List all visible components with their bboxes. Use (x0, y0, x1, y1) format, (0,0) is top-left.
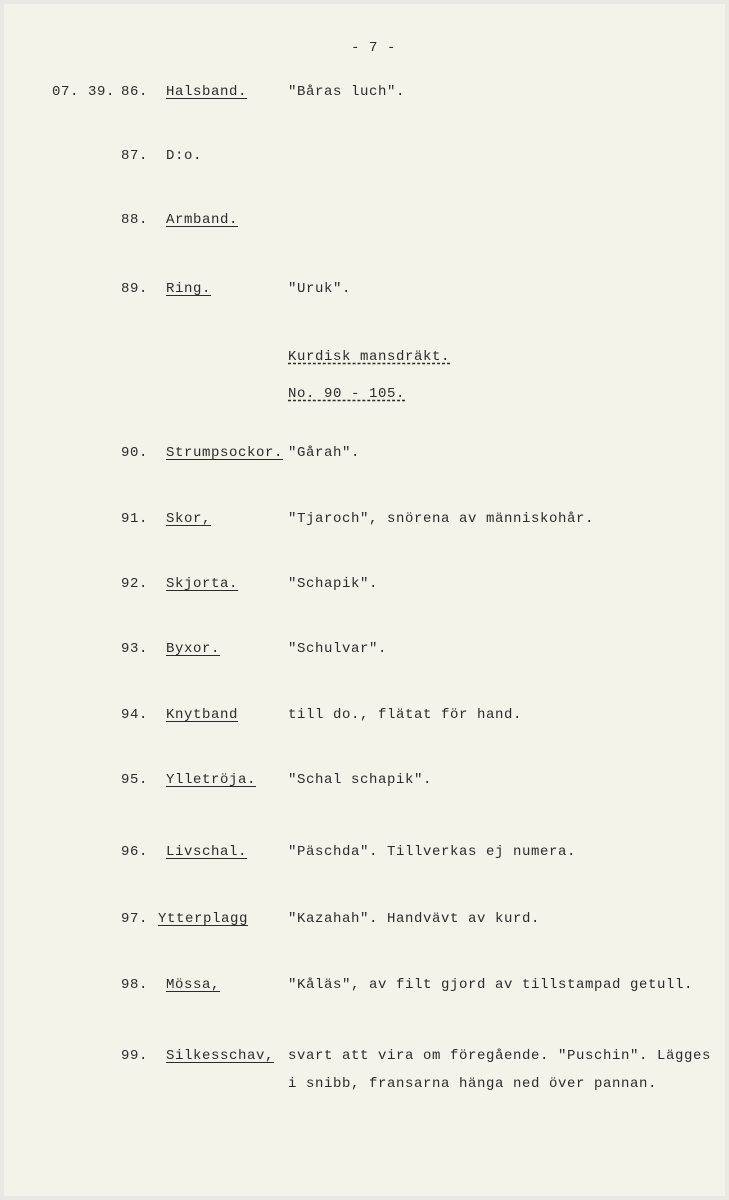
entry-number: 97. (121, 911, 149, 927)
entry-number: 99. (121, 1048, 149, 1064)
entry-description: "Kåläs", av filt gjord av tillstampad getull. (288, 977, 694, 993)
entry-number: 90. (121, 445, 149, 461)
entry-number: 91. (121, 511, 149, 527)
entry-number: 88. (121, 212, 149, 228)
entry-number: 89. (121, 281, 149, 297)
entry-number: 94. (121, 707, 149, 723)
entry-description: till do., flätat för hand. (288, 707, 523, 723)
entry-item: Mössa, (166, 977, 221, 993)
entry-item: Knytband (166, 707, 239, 723)
entry-number: 92. (121, 576, 149, 592)
entry-item: Skor, (166, 511, 212, 527)
document-page (4, 4, 725, 1196)
entry-item: Armband. (166, 212, 239, 228)
entry-item: Silkesschav, (166, 1048, 275, 1064)
entry-description: "Gårah". (288, 445, 361, 461)
entry-description: "Kazahah". Handvävt av kurd. (288, 911, 541, 927)
entry-description: svart att vira om föregående. "Puschin". Lägges (288, 1048, 712, 1064)
entry-item: Skjorta. (166, 576, 239, 592)
entry-description: "Tjaroch", snörena av människohår. (288, 511, 595, 527)
entry-number: 93. (121, 641, 149, 657)
section-range: No. 90 - 105. (288, 386, 406, 402)
page-number: - 7 - (351, 40, 397, 56)
entry-number: 96. (121, 844, 149, 860)
entry-description: "Schapik". (288, 576, 379, 592)
entry-number: 86. (121, 84, 149, 100)
entry-item: Byxor. (166, 641, 221, 657)
entry-description-continued: i snibb, fransarna hänga ned över pannan. (288, 1076, 658, 1092)
entry-item: D:o. (166, 148, 203, 164)
entry-item: Ylletröja. (166, 772, 257, 788)
entry-item: Ytterplagg (158, 911, 249, 927)
section-heading: Kurdisk mansdräkt. (288, 349, 451, 365)
entry-item: Livschal. (166, 844, 248, 860)
entry-item: Strumpsockor. (166, 445, 284, 461)
entry-number: 87. (121, 148, 149, 164)
entry-item: Halsband. (166, 84, 248, 100)
entry-description: "Uruk". (288, 281, 352, 297)
entry-description: "Båras luch". (288, 84, 406, 100)
entry-description: "Schal schapik". (288, 772, 433, 788)
entry-number: 98. (121, 977, 149, 993)
entry-item: Ring. (166, 281, 212, 297)
entry-description: "Päschda". Tillverkas ej numera. (288, 844, 577, 860)
entry-description: "Schulvar". (288, 641, 388, 657)
entry-number: 95. (121, 772, 149, 788)
catalog-prefix: 07. 39. (52, 84, 116, 100)
